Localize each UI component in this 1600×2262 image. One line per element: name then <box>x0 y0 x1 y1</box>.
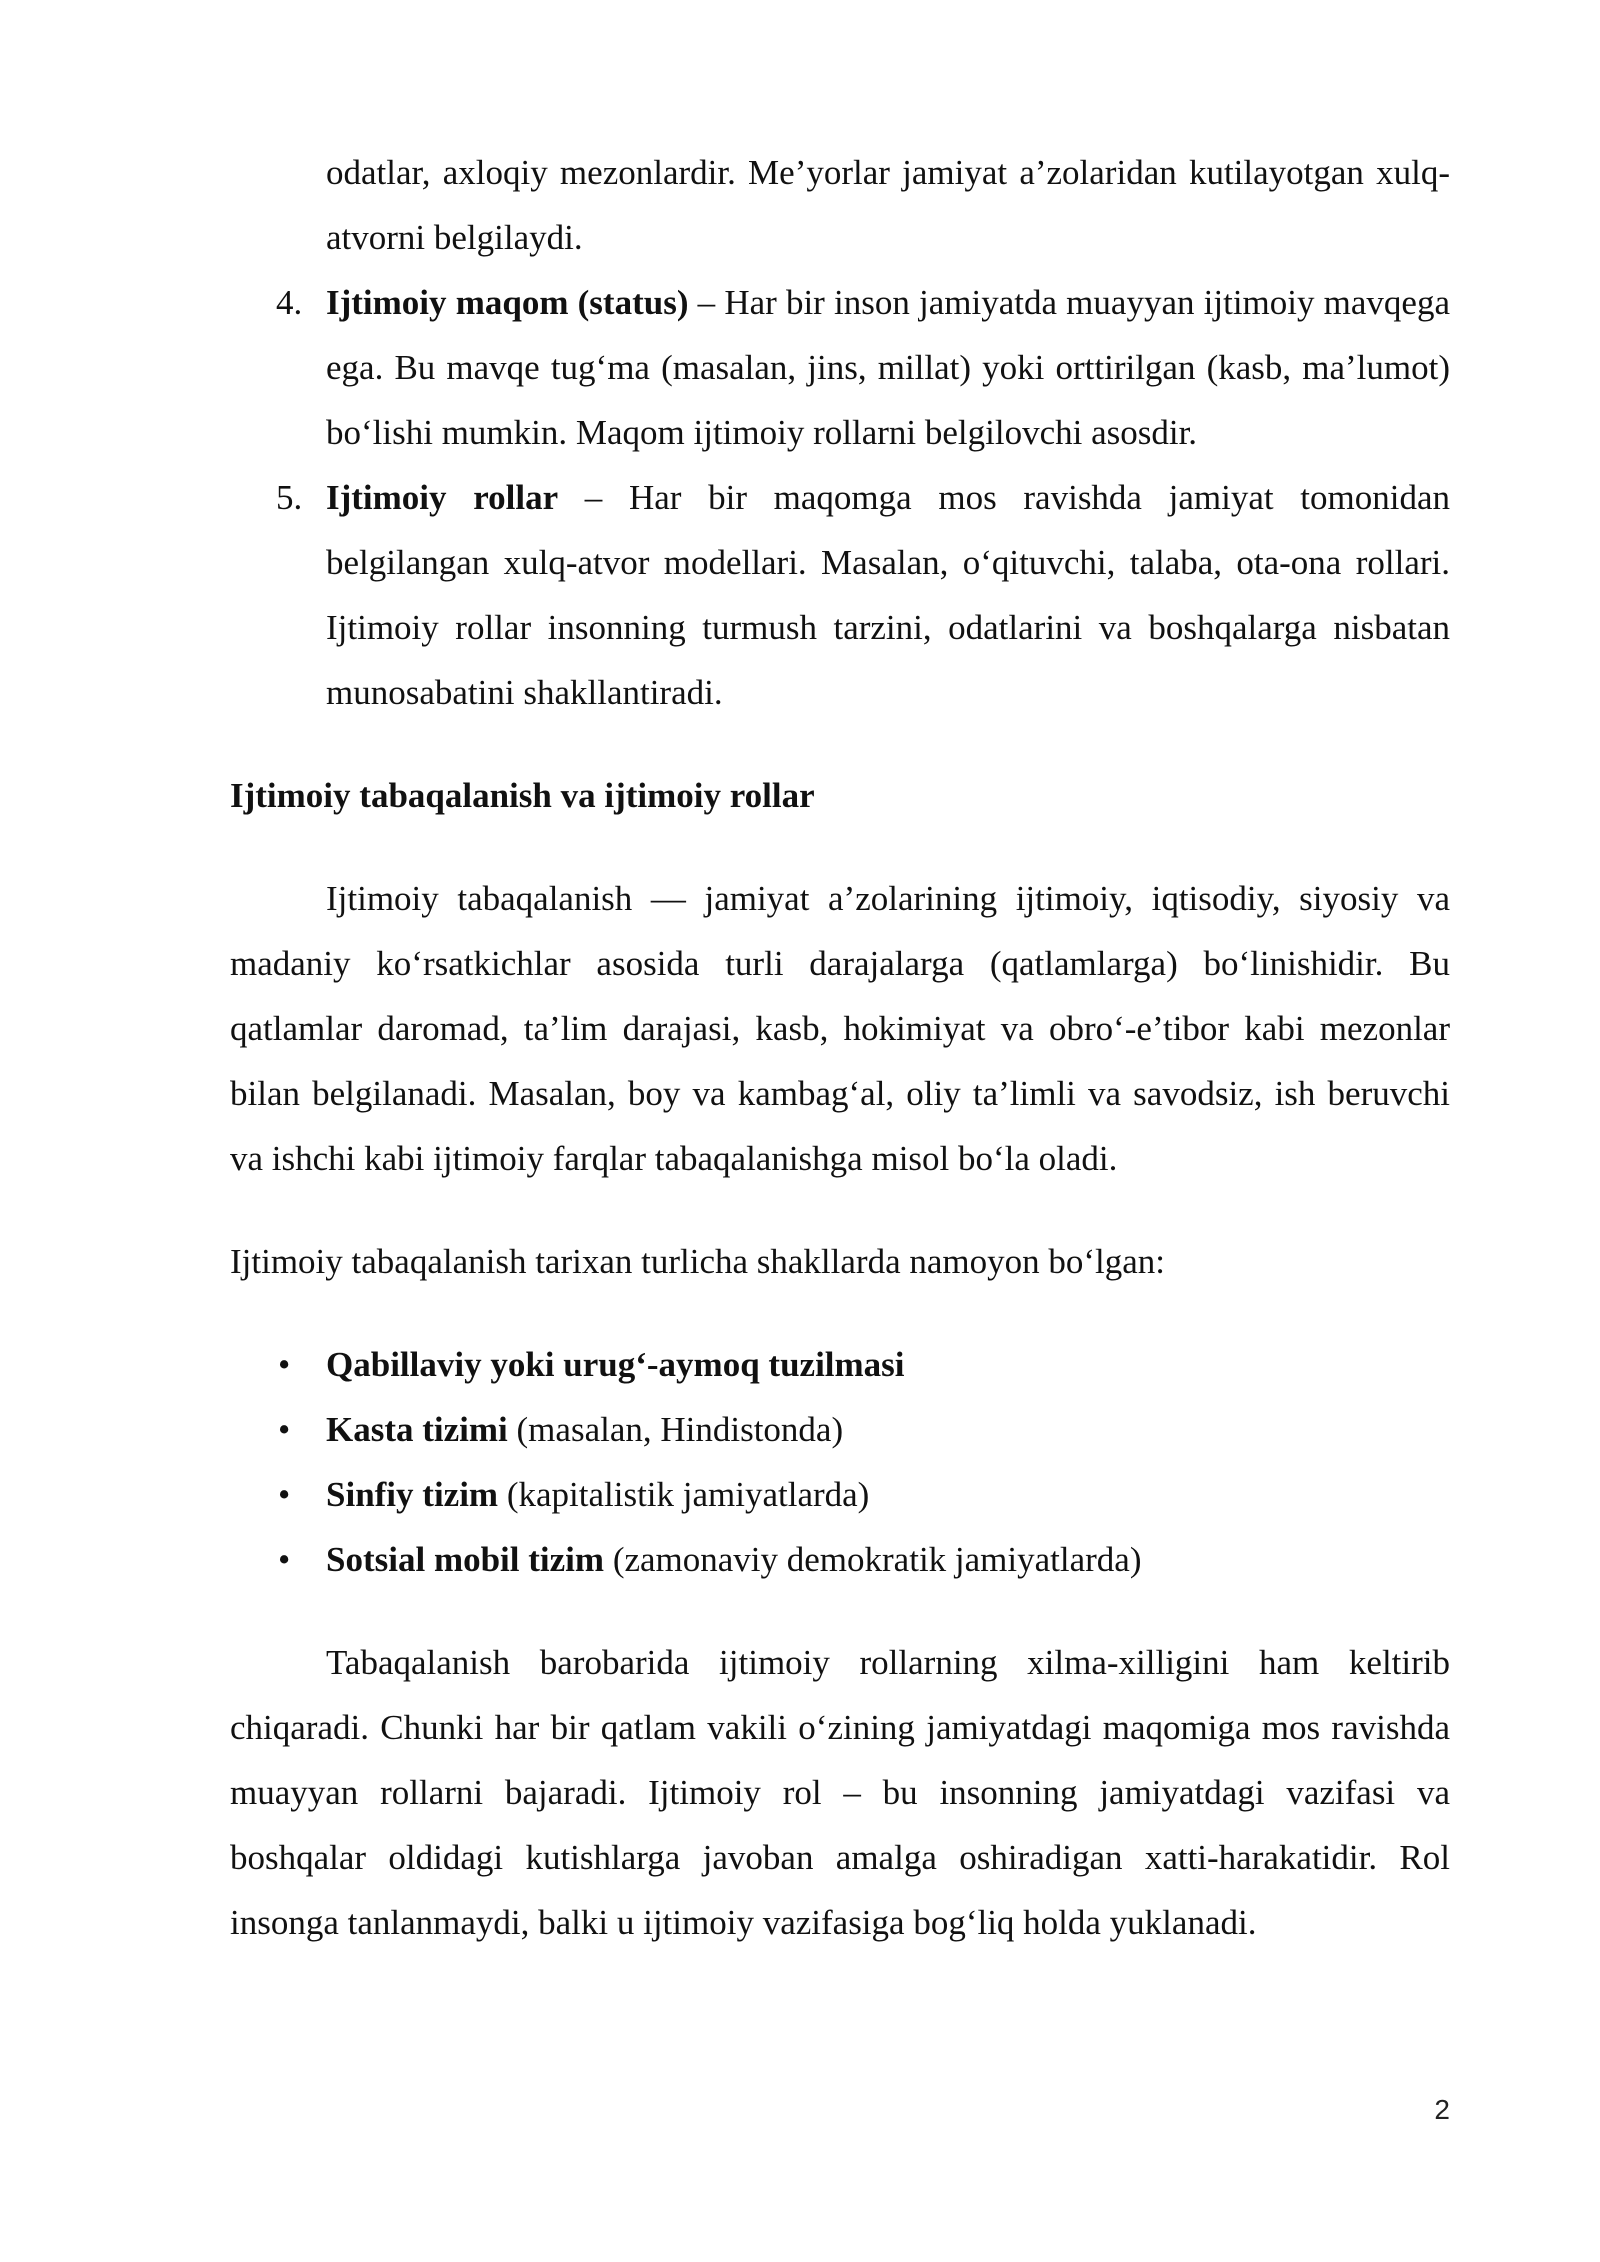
bullet-icon: • <box>278 1345 291 1384</box>
list-item-term: Ijtimoiy rollar <box>326 478 559 517</box>
bullet-icon: • <box>278 1540 291 1579</box>
bullet-term: Kasta tizimi <box>326 1410 508 1449</box>
bullet-list-item <box>230 1332 1450 1397</box>
bullet-list-item <box>230 1527 1450 1592</box>
body-paragraph: Ijtimoiy tabaqalanish tarixan turlicha shakllarda namoyon bo‘lgan: <box>230 1242 1166 1281</box>
body-paragraph: Tabaqalanish barobarida ijtimoiy rollarning xilma-xilligini ham keltirib chiqaradi. Chunki har bir qatlam vakili o‘zining jamiyatdagi maqomiga mos ravishda muayyan rollarni bajaradi. Ijtimoiy rol – bu insonning jamiyatdagi vazifasi va boshqalar oldidagi kutishlarga javoban amalga oshiradigan xatti-harakatidir. Rol insonga tanlanmaydi, balki u ijtimoiy vazifasiga bog‘liq holda yuklanadi. <box>230 1643 1450 1942</box>
numbered-list-item <box>230 465 1450 725</box>
bullet-term: Qabillaviy yoki urug‘-aymoq tuzilmasi <box>326 1345 905 1384</box>
bullet-text: (masalan, Hindistonda) <box>507 1410 844 1449</box>
bullet-list-item <box>230 1397 1450 1462</box>
page-content <box>230 140 1450 1955</box>
bullet-list <box>230 1332 1450 1592</box>
bullet-text: (zamonaviy demokratik jamiyatlarda) <box>604 1540 1142 1579</box>
bullet-text: (kapitalistik jamiyatlarda) <box>498 1475 870 1514</box>
section-heading: Ijtimoiy tabaqalanish va ijtimoiy rollar <box>230 776 815 815</box>
bullet-term: Sinfiy tizim <box>326 1475 499 1514</box>
bullet-term: Sotsial mobil tizim <box>326 1540 605 1579</box>
bullet-list-item <box>230 1462 1450 1527</box>
page-number: 2 <box>1434 2094 1450 2125</box>
bullet-icon: • <box>278 1475 291 1514</box>
list-number: 4. <box>276 283 303 322</box>
list-item-term: Ijtimoiy maqom (status) <box>326 283 689 322</box>
numbered-list <box>230 270 1450 725</box>
numbered-list-item <box>230 270 1450 465</box>
list-item-text: – Har bir maqomga mos ravishda jamiyat tomonidan belgilangan xulq-atvor modellari. Masalan, o‘qituvchi, talaba, ota-ona rollari. Ijtimoiy rollar insonning turmush tarzini, odatlarini va boshqalarga nisbatan munosabatini shakllantiradi. <box>326 478 1451 712</box>
continuation-paragraph: odatlar, axloqiy mezonlardir. Me’yorlar jamiyat a’zolaridan kutilayotgan xulq-atvorni belgilaydi. <box>326 153 1450 257</box>
body-paragraph: Ijtimoiy tabaqalanish — jamiyat a’zolarining ijtimoiy, iqtisodiy, siyosiy va madaniy ko‘rsatkichlar asosida turli darajalarga (qatlamlarga) bo‘linishidir. Bu qatlamlar daromad, ta’lim darajasi, kasb, hokimiyat va obro‘-e’tibor kabi mezonlar bilan belgilanadi. Masalan, boy va kambag‘al, oliy ta’limli va savodsiz, ish beruvchi va ishchi kabi ijtimoiy farqlar tabaqalanishga misol bo‘la oladi. <box>230 879 1450 1178</box>
list-number: 5. <box>276 478 303 517</box>
bullet-icon: • <box>278 1410 291 1449</box>
list-item-text: – Har bir inson jamiyatda muayyan ijtimoiy mavqega ega. Bu mavqe tug‘ma (masalan, jins, millat) yoki orttirilgan (kasb, ma’lumot) bo‘lishi mumkin. Maqom ijtimoiy rollarni belgilovchi asosdir. <box>326 283 1450 452</box>
